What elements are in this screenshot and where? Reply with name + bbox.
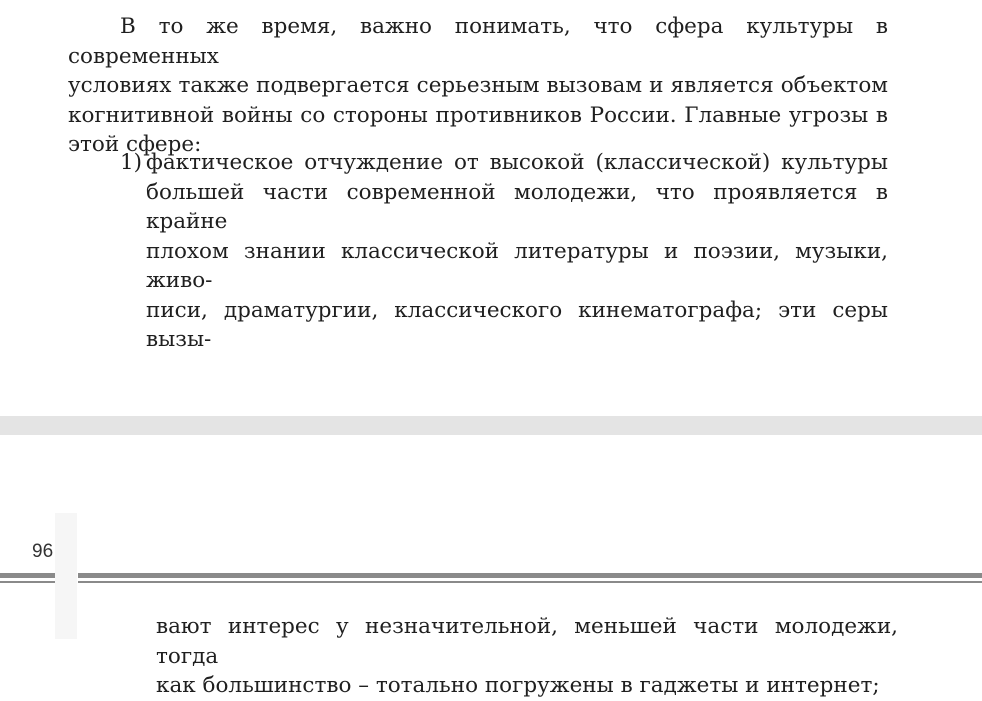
page-number: 96 bbox=[32, 541, 54, 562]
list-item-number: 1) bbox=[120, 150, 143, 175]
header-rule-left bbox=[0, 573, 55, 578]
page-gap bbox=[0, 416, 982, 435]
continuation-line: вают интерес у незначительной, меньшей части молодежи, тогда bbox=[156, 614, 898, 669]
header-rule-right bbox=[78, 573, 982, 578]
list-line: плохом знании классической литературы и поэзии, музыки, живо- bbox=[146, 238, 888, 293]
list-line: большей части современной молодежи, что проявляется в крайне bbox=[146, 179, 888, 234]
paragraph-line: В то же время, важно понимать, что сфера культуры в современных bbox=[68, 14, 888, 69]
paragraph-line: условиях также подвергается серьезным вызовам и является объектом bbox=[68, 73, 888, 98]
paragraph-line: когнитивной войны со стороны противников России. Главные угрозы в bbox=[68, 102, 888, 128]
list-item bbox=[120, 148, 888, 355]
continuation-text bbox=[156, 612, 898, 701]
continuation-line: как большинство – тотально погружены в гаджеты и интернет; bbox=[156, 673, 880, 698]
list-line: писи, драматургии, классического кинематографа; эти серы вызы- bbox=[146, 297, 888, 352]
body-paragraph bbox=[68, 12, 888, 160]
list-item-text bbox=[146, 148, 888, 355]
margin-strip bbox=[55, 513, 77, 639]
header-rule-left-thin bbox=[0, 581, 55, 583]
list-line: фактическое отчуждение от высокой (классической) культуры bbox=[146, 150, 888, 175]
header-rule-right-thin bbox=[78, 581, 982, 583]
paragraph-line: этой сфере: bbox=[68, 132, 202, 157]
